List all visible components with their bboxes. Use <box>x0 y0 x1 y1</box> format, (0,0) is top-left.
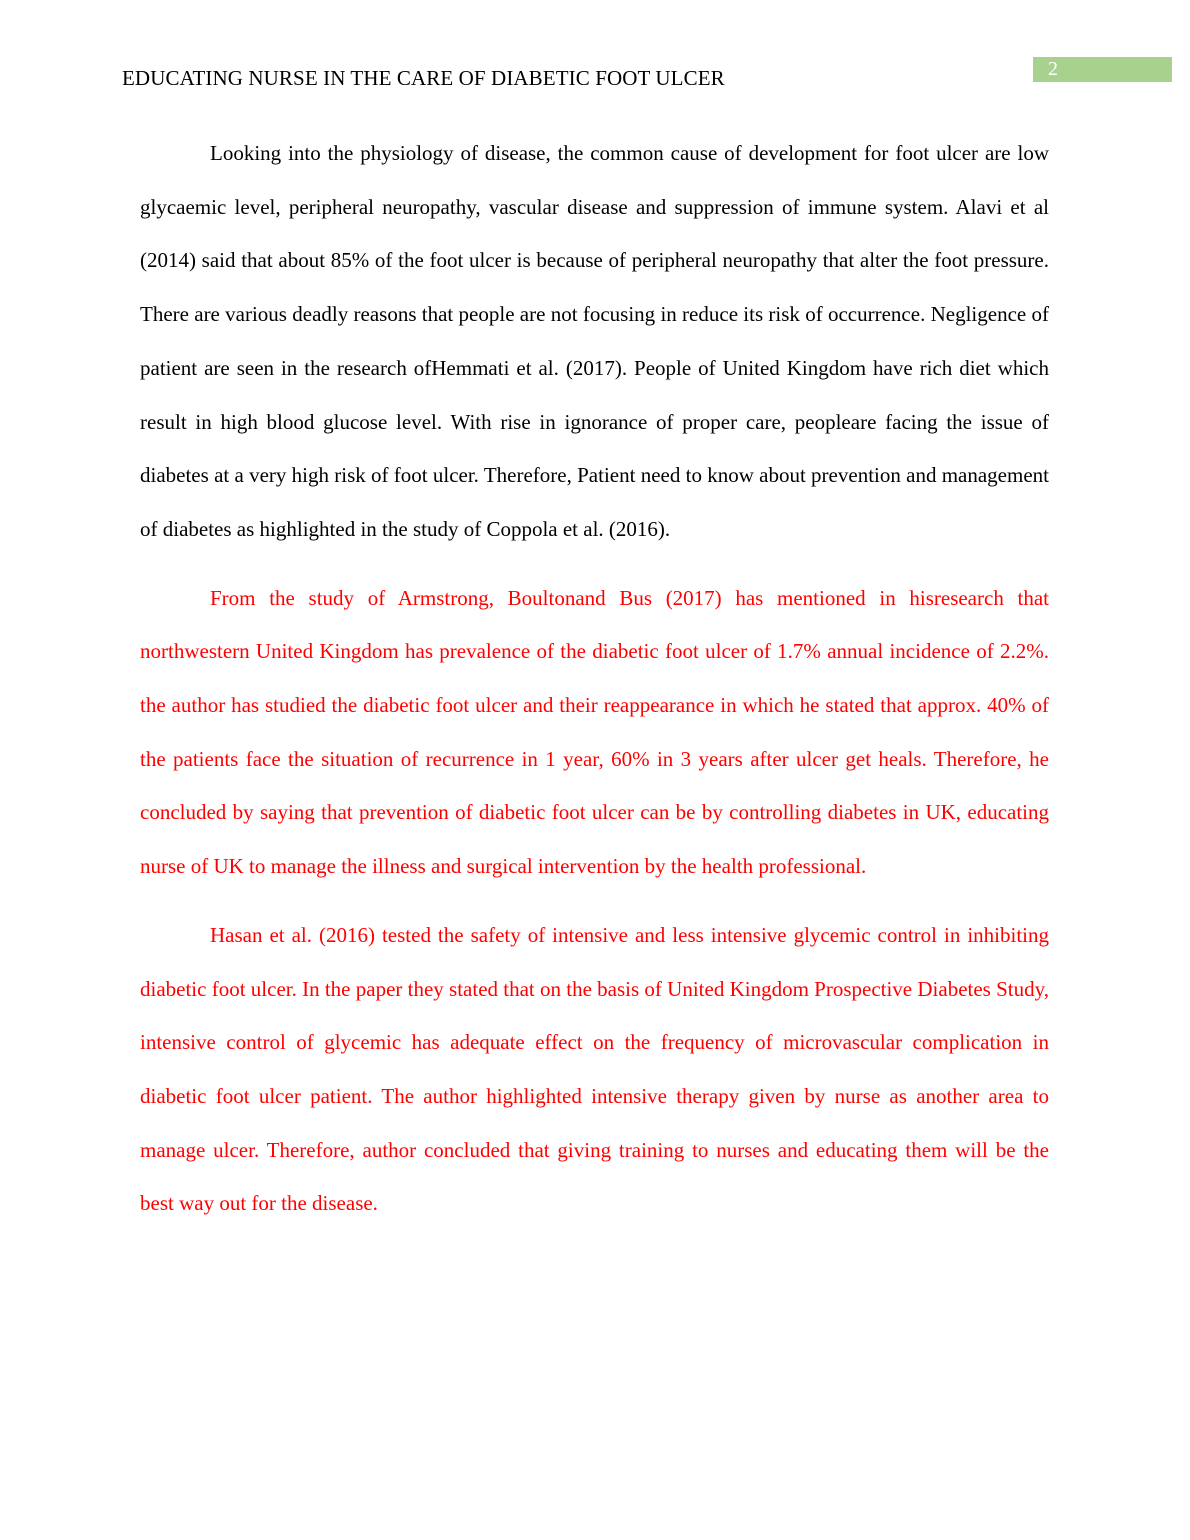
document-body <box>140 127 1049 1246</box>
running-head: EDUCATING NURSE IN THE CARE OF DIABETIC FOOT ULCER <box>122 66 725 90</box>
page-number-box <box>1033 57 1172 82</box>
page-number: 2 <box>1048 58 1058 80</box>
paragraph-hasan-study: Hasan et al. (2016) tested the safety of intensive and less intensive glycemic control in inhibiting diabetic foot ulcer. In the paper they stated that on the basis of United Kingdom Prospective Diabetes Study, intensive control of glycemic has adequate effect on the frequency of microvascular complication in diabetic foot ulcer patient. The author highlighted intensive therapy given by nurse as another area to manage ulcer. Therefore, author concluded that giving training to nurses and educating them will be the best way out for the disease. <box>140 922 1049 1216</box>
paragraph-armstrong-study: From the study of Armstrong, Boultonand Bus (2017) has mentioned in hisresearch that northwestern United Kingdom has prevalence of the diabetic foot ulcer of 1.7% annual incidence of 2.2%. the author has studied the diabetic foot ulcer and their reappearance in which he stated that approx. 40% of the patients face the situation of recurrence in 1 year, 60% in 3 years after ulcer get heals. Therefore, he concluded by saying that prevention of diabetic foot ulcer can be by controlling diabetes in UK, educating nurse of UK to manage the illness and surgical intervention by the health professional. <box>140 585 1049 879</box>
paragraph-physiology: Looking into the physiology of disease, the common cause of development for foot ulcer are low glycaemic level, peripheral neuropathy, vascular disease and suppression of immune system. Alavi et al (2014) said that about 85% of the foot ulcer is because of peripheral neuropathy that alter the foot pressure. There are various deadly reasons that people are not focusing in reduce its risk of occurrence. Negligence of patient are seen in the research ofHemmati et al. (2017). People of United Kingdom have rich diet which result in high blood glucose level. With rise in ignorance of proper care, peopleare facing the issue of diabetes at a very high risk of foot ulcer. Therefore, Patient need to know about prevention and management of diabetes as highlighted in the study of Coppola et al. (2016). <box>140 141 1049 541</box>
